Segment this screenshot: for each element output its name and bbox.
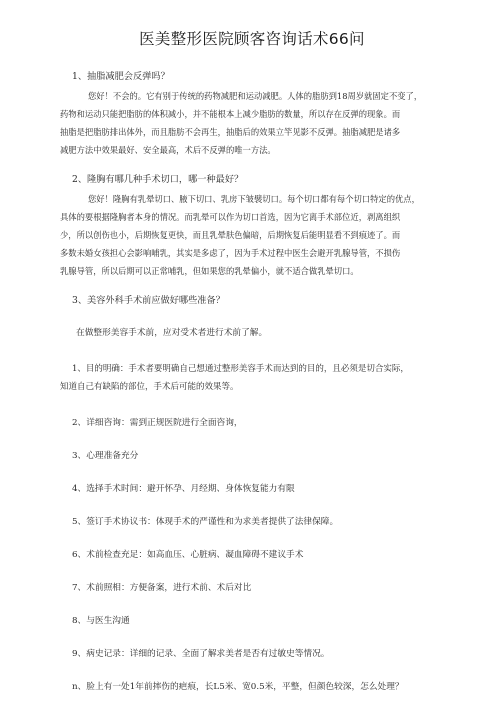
prep-item-9: 9、病史记录：详细的记录、全面了解求美者是否有过敏史等情况。: [72, 649, 330, 659]
prep-item-8: 8、与医生沟通: [72, 616, 130, 626]
answer-2-line-1: 您好！隆胸有乳晕切口、腋下切口、乳房下皱襞切口。每个切口都有每个切口特定的优点，: [88, 194, 420, 204]
qa-section-1: [60, 71, 444, 159]
question-2: 2、隆胸有哪几种手术切口，哪一种最好？: [72, 174, 244, 185]
answer-1: [60, 87, 444, 159]
question-1: 1、抽脂减肥会反弹吗？: [72, 71, 170, 82]
prep-item-1: [60, 360, 444, 396]
answer-1-line-3: 抽脂是把脂肪排出体外，而且脂肪不会再生，抽脂后的效果立竿见影不反弹。抽脂减肥是诸多: [60, 127, 401, 137]
prep-item-6: 6、术前检查充足：如高血压、心脏病、凝血障碍不建议手术: [72, 550, 304, 560]
prep-item-2: 2、详细咨询：需到正规医院进行全面咨询，: [72, 418, 243, 428]
prep-item-3: 3、心理准备充分: [72, 451, 139, 461]
answer-1-line-2: 药物和运动只能把脂肪的体积减小，并不能根本上减少脂肪的数量，所以存在反弹的现象。而: [60, 109, 401, 119]
answer-2-line-3: 少，所以创伤也小，后期恢复更快，而且乳晕肤色偏暗，后期恢复后能明显看不到痕迹了。而: [60, 230, 401, 240]
answer-1-line-1: 您好！不会的。它有别于传统的药物减肥和运动减肥。人体的脂肪到18周岁就固定不变了，: [88, 91, 423, 101]
prep-item-4: 4、选择手术时间：避开怀孕、月经期、身体恢复能力有限: [72, 484, 295, 494]
answer-2-line-2: 具体的要根据隆胸者本身的情况。而乳晕可以作为切口首选，因为它离手术部位近，剥离组织: [60, 212, 401, 222]
document-title: 医美整形医院顾客咨询话术66问: [139, 30, 365, 48]
prep-item-5: 5、签订手术协议书：体现手术的严谨性和为求美者提供了法律保障。: [72, 517, 339, 527]
prep-item-1-line-2: 知道自己有缺陷的部位，手术后可能的效果等。: [60, 382, 239, 392]
answer-2-line-4: 多数未婚女孩担心会影响哺乳，其实是多虑了，因为手术过程中医生会避开乳腺导管，不损伤: [60, 248, 401, 258]
prep-item-1-line-1: 1、目的明确：手术者要明确自己想通过整形美容手术而达到的目的，且必须是切合实际，: [72, 364, 409, 374]
qa-section-2: [60, 174, 444, 280]
answer-2: [60, 190, 444, 280]
section-3-intro: 在做整形美容手术前，应对受术者进行术前了解。: [76, 328, 268, 338]
question-scar: n、脸上有一处1年前摔伤的疤痕，长L5米、宽0.5米，平整，但颜色较深，怎么处理？: [72, 682, 404, 692]
answer-2-line-5: 乳腺导管，所以后期可以正常哺乳，但如果您的乳晕偏小，就不适合做乳晕切口。: [60, 266, 359, 276]
prep-item-7: 7、术前照相：方便备案，进行术前、术后对比: [72, 583, 252, 593]
qa-section-3: [60, 295, 444, 693]
question-3: 3、美容外科手术前应做好哪些准备？: [72, 295, 225, 306]
answer-1-line-4: 减肥方法中效果最好、安全最高，术后不反弹的唯一方法。: [60, 145, 276, 155]
